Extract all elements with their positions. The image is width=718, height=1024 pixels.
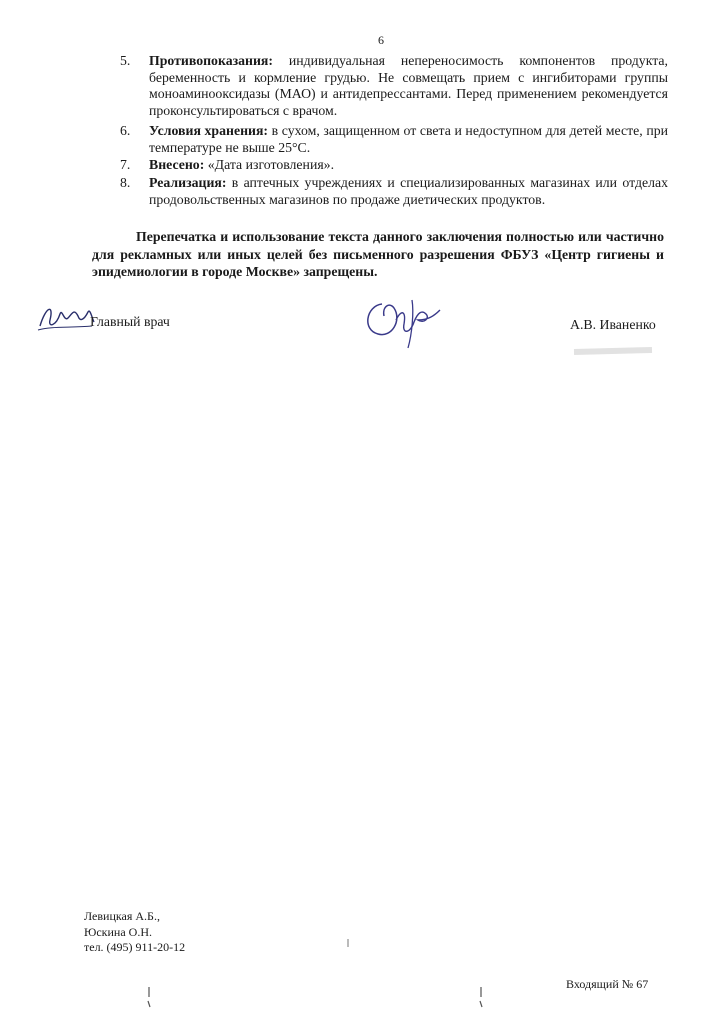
item-text: в аптечных учреждениях и специализированных магазинах или отделах продовольственных магазинов по продаже диетических продуктов. — [149, 175, 668, 207]
faint-stamp-mark — [572, 340, 656, 360]
scan-speck — [344, 938, 352, 948]
item-heading: Реализация: — [149, 175, 227, 190]
item-heading: Противопоказания: — [149, 53, 273, 68]
list-item-contraindications — [120, 53, 668, 119]
item-heading: Внесено: — [149, 157, 205, 172]
item-number: 8. — [120, 175, 131, 190]
contact-name-2: Юскина О.Н. — [84, 924, 152, 939]
page-number: 6 — [378, 33, 384, 47]
contact-phone: тел. (495) 911-20-12 — [84, 940, 186, 954]
contact-name-1: Левицкая А.Б., — [84, 909, 160, 923]
list-item-introduced — [120, 157, 668, 174]
item-text: в сухом, защищенном от света и недоступном для детей месте, при температуре не выше 25°С. — [149, 123, 668, 155]
signatory-title: Главный врач — [90, 314, 170, 329]
item-number: 7. — [120, 157, 131, 172]
incoming-number: Входящий № 67 — [566, 977, 649, 991]
list-item-sales — [120, 175, 668, 208]
item-text: индивидуальная непереносимость компонентов продукта, беременность и кормление грудью. Не совмещать прием с ингибиторами группы моноаминооксидазы (МАО) и антидепрессантами. Перед применением рекомендуется проконсультироваться с врачом. — [149, 53, 668, 118]
reprint-notice — [92, 228, 664, 281]
notice-text: Перепечатка и использование текста данного заключения полностью или частично для рекламных или иных целей без письменного разрешения ФБУЗ «Центр гигиены и эпидемиологии в городе Москве» запрещены. — [92, 229, 664, 279]
contacts-block — [84, 909, 185, 956]
list-item-storage — [120, 123, 668, 156]
item-text: «Дата изготовления». — [204, 157, 335, 172]
director-signature — [352, 290, 448, 350]
signatory-name: А.В. Иваненко — [570, 317, 656, 332]
item-number: 6. — [120, 123, 131, 138]
item-heading: Условия хранения: — [149, 123, 269, 138]
scan-mark-left — [144, 985, 154, 1011]
scan-mark-right — [476, 985, 486, 1011]
item-number: 5. — [120, 53, 131, 68]
